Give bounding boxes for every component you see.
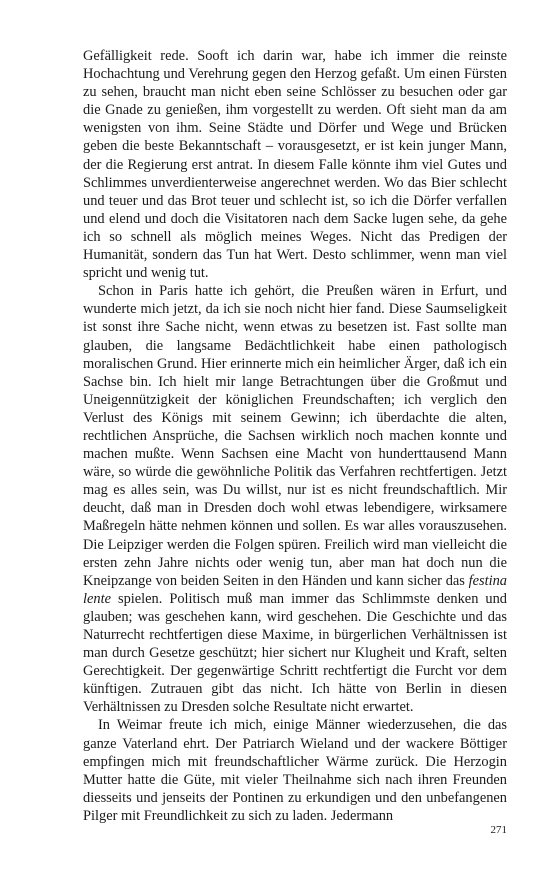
text-run: spielen. Politisch muß man immer das Schlimmste denken und glauben; was geschehen kann, wird geschehen. Die Geschichte und das Naturrecht rechtfertigen diese Maxime, in bürgerlichen Verhältnissen ist man durch Gesetze geschützt; hier sichert nur Klugheit und Kraft, selten Gerechtigkeit. Der gegenwärtige Schritt rechtfertigt die Furcht vor dem künftigen. Zutrauen gibt das nicht. Ich hätte von Berlin in diesen Verhältnissen zu Dresden solche Resultate nicht erwartet.	[83, 590, 507, 716]
text-run: Gefälligkeit rede. Sooft ich darin war, habe ich immer die reinste Hochachtung und Verehrung gegen den Herzog gefaßt. Um einen Fürsten zu sehen, braucht man nicht eben seine Schlösser zu besuchen oder gar die Gnade zu genießen, ihm vorgestellt zu werden. Oft sieht man da am wenigsten von ihm. Seine Städte und Dörfer und Wege und Brücken geben die beste Bekanntschaft – vorausgesetzt, er ist kein junger Mann, der die Regierung erst antrat. In diesem Falle könnte ihm viel Gutes und Schlimmes unverdienterweise angerechnet werden. Wo das Bier schlecht und teuer und das Brot teuer und schlecht ist, so ich die Dörfer verfallen und elend und doch die Visitatoren nach dem Sacke lugen sehe, da gehe ich so schnell als möglich meines Weges. Nicht das Predigen der Humanität, sondern das Tun hat Wert. Desto schlimmer, wenn man viel spricht und wenig tut.	[83, 48, 507, 282]
paragraph	[83, 282, 507, 716]
text-run: Schon in Paris hatte ich gehört, die Preußen wären in Erfurt, und wunderte mich jetzt, da ich sie noch nicht hier fand. Diese Saumseligkeit ist sonst ihre Sache nicht, wenn etwas zu besetzen ist. Fast sollte man glauben, die langsame Bedächtlichkeit habe einen pathologisch moralischen Grund. Hier erinnerte mich ein heimlicher Ärger, daß ich ein Sachse bin. Ich hielt mir lange Betrachtungen über die Großmut und Uneigennützigkeit der königlichen Freundschaften; ich verglich den Verlust des Königs mit seinem Gewinn; ich überdachte die alten, rechtlichen Ansprüche, die Sachsen wirklich noch machen konnte und machen mußte. Wenn Sachsen eine Macht von hunderttausend Mann wäre, so würde die gewöhnliche Politik das Verfahren rechtfertigen. Jetzt mag es alles sein, was Du willst, nur ist es nicht freundschaftlich. Mir deucht, daß man in Dresden doch wohl etwas lebendigere, wirksamere Maßregeln hätte nehmen können und sollen. Es war alles vorauszusehen. Die Leipziger werden die Folgen spüren. Freilich wird man vielleicht die ersten zehn Jahre nichts oder wenig tun, aber man hat doch nun die Kneipzange von beiden Seiten in den Händen und kann sicher das	[83, 283, 507, 589]
body-text	[83, 47, 507, 825]
text-run: In Weimar freute ich mich, einige Männer wiederzusehen, die das ganze Vaterland ehrt. Der Patriarch Wieland und der wackere Böttiger empfingen mich mit freundschaftlicher Wärme zurück. Die Herzogin Mutter hatte die Güte, mit vieler Theilnahme sich nach ihren Freunden diesseits und jenseits der Pontinen zu erkundigen und den unbefangenen Pilger mit Freundlichkeit zu sich zu laden. Jedermann	[83, 717, 507, 824]
italic-phrase: festina lente	[83, 572, 507, 607]
paragraph	[83, 716, 507, 825]
paragraph	[83, 47, 507, 282]
page-number: 271	[490, 824, 507, 836]
